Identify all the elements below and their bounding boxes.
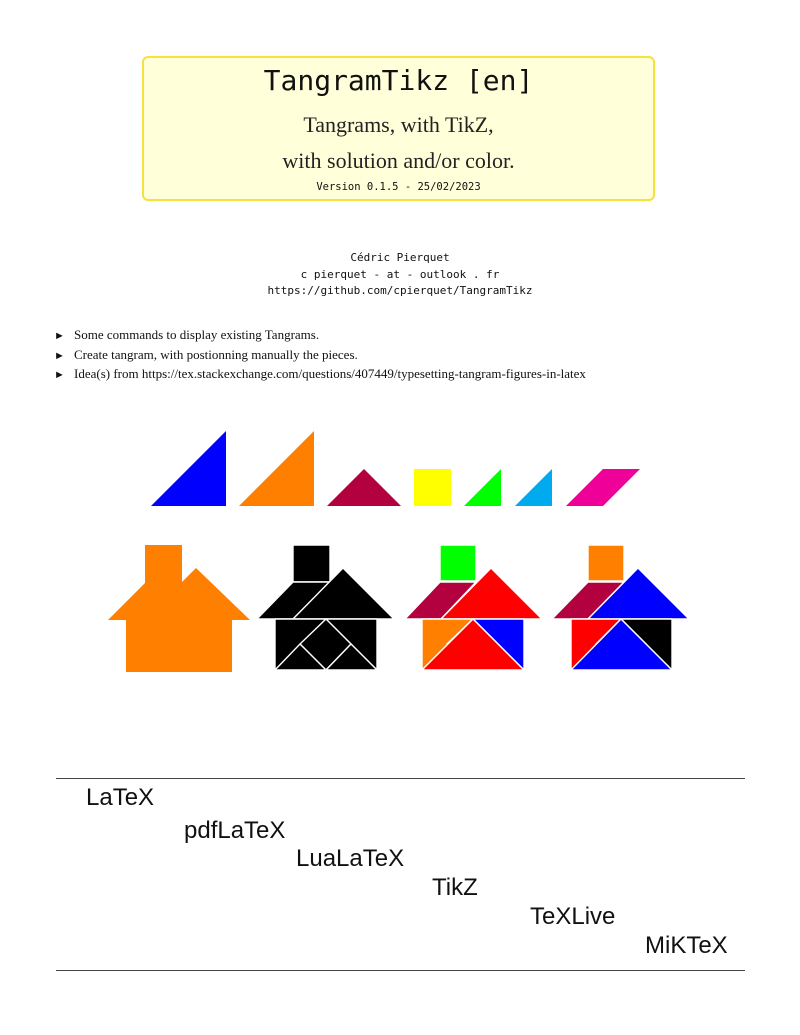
list-item: ► Some commands to display existing Tangrams. [54,325,586,345]
bullet-arrow-icon: ► [54,369,65,381]
list-item: ► Create tangram, with postionning manually the pieces. [54,345,586,365]
subtitle-line-2: with solution and/or color. [282,148,515,173]
bullet-arrow-icon: ► [54,330,65,342]
version-label: Version 0.1.5 - 25/02/2023 [316,181,481,193]
bullet-arrow-icon: ► [54,349,65,362]
house-solution [257,545,394,670]
house-colored-2 [552,545,689,670]
author-url[interactable]: https://github.com/cpierquet/TangramTikz [267,284,533,297]
house-colored-1 [405,545,542,670]
divider-top [56,778,745,779]
house-silhouette [108,545,250,672]
engine-logo-miktex: MiKTeX [645,932,728,959]
document-title: TangramTikz [en] [263,64,534,97]
subtitle-line-1: Tangrams, with TikZ, [303,112,494,137]
author-email: c pierquet - at - outlook . fr [300,267,500,281]
engine-logo-pdflatex: pdfLaTeX [184,817,286,844]
author-name: Cédric Pierquet [350,251,450,264]
engine-logo-latex: LaTeX [86,784,155,811]
engine-logo-lualatex: LuaLaTeX [296,845,405,872]
divider-bottom [56,970,745,971]
engine-logo-texlive: TeXLive [530,903,616,930]
engine-logo-tikz: TikZ [432,874,478,901]
list-item: ► Idea(s) from https://tex.stackexchange.com/questions/407449/typesetting-tangram-figures-in-latex [54,364,586,384]
